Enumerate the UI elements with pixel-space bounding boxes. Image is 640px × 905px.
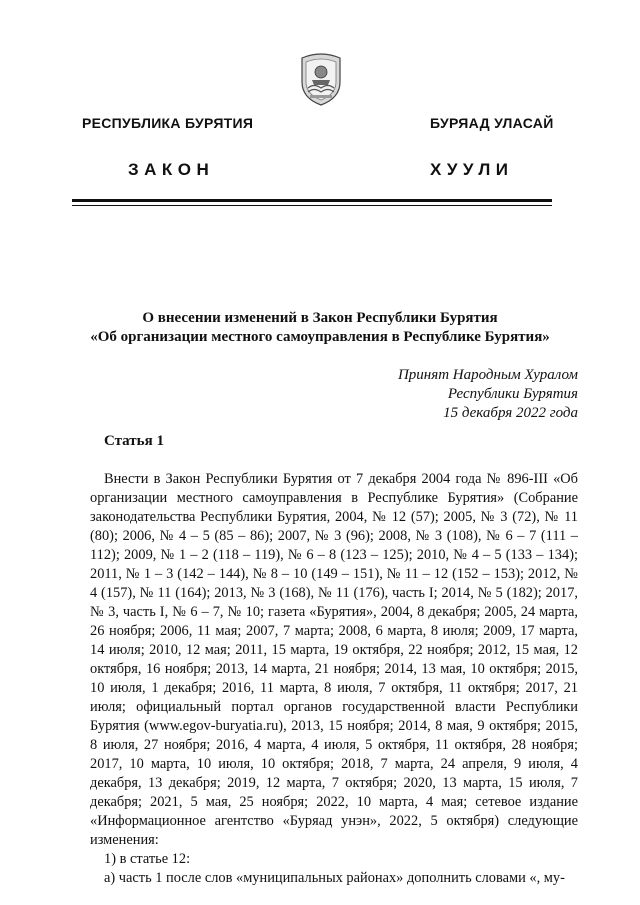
header-divider-thick — [72, 199, 552, 202]
article-paragraph: Внести в Закон Республики Бурятия от 7 декабря 2004 года № 896-III «Об организации местного самоуправления в Республике Бурятия» (Собрание законодательства Республики Бурятия, 2004, № 12 (57); 2005, № 3 (72), № 11 (80); 2006, № 4 – 5 (85 – 86); 2007, № 3 (96); 2008, № 3 (108), № 6 – 7 (111 – 112); 2009, № 1 – 2 (118 – 119), № 6 – 8 (123 – 125); 2010, № 4 – 5 (133 – 134); 2011, № 1 – 3 (142 – 144), № 8 – 10 (149 – 151), № 11 – 12 (152 – 153); 2012, № 4 (157), № 11 (164); 2013, № 3 (168), № 11 (176), часть I; 2014, № 5 (182); 2017, № 3, часть I, № 6 – 7, № 10; газета «Бурятия», 2004, 8 декабря; 2005, 24 марта, 26 ноября; 2006, 11 мая; 2007, 7 марта; 2008, 6 марта, 8 июля; 2009, 17 марта, 14 июля; 2010, 12 мая; 2011, 15 марта, 19 октября, 22 ноября; 2012, 15 мая, 12 октября, 16 ноября; 2013, 14 марта, 21 ноября; 2014, 13 мая, 10 октября; 2015, 10 июля, 1 декабря; 2016, 11 марта, 8 июля, 7 октября, 11 октября; 2017, 21 июля; официальный портал органов государственной власти Республики Бурятия (www.egov-buryatia.ru), 2013, 15 ноября; 2014, 8 мая, 9 октября; 2015, 8 июля, 27 ноября; 2016, 4 марта, 4 июля, 5 октября, 11 октября, 28 ноября; 2017, 10 марта, 10 июля, 10 октября; 2018, 7 марта, 24 апреля, 9 июля, 4 декабря, 13 декабря; 2019, 12 марта, 7 октября; 2020, 13 марта, 15 июля, 7 декабря; 2021, 5 мая, 25 ноября; 2022, 10 марта, 4 мая; сетевое издание «Информационное агентство «Буряад унэн», 2022, 5 октября) следующие изменения: — [90, 471, 578, 848]
law-title-line-2: «Об организации местного самоуправления в Республике Бурятия» — [90, 329, 550, 345]
law-label-bua: ХУУЛИ — [430, 160, 514, 179]
adopted-date: 15 декабря 2022 года — [443, 405, 578, 421]
article-heading: Статья 1 — [104, 433, 164, 449]
law-label-ru: ЗАКОН — [128, 160, 215, 179]
coat-of-arms-icon — [298, 52, 344, 106]
republic-title-bua: БУРЯАД УЛАСАЙ — [430, 115, 554, 131]
header-divider-thin — [72, 205, 552, 206]
law-title-line-1: О внесении изменений в Закон Республики Бурятия — [142, 310, 498, 326]
adopted-by-line-2: Республики Бурятия — [447, 386, 578, 402]
article-item-1: 1) в статье 12: — [104, 851, 191, 867]
adopted-by-line-1: Принят Народным Хуралом — [397, 367, 578, 383]
article-body — [90, 470, 578, 888]
republic-title-ru: РЕСПУБЛИКА БУРЯТИЯ — [82, 115, 254, 131]
article-item-2: а) часть 1 после слов «муниципальных районах» дополнить словами «, му- — [104, 870, 565, 886]
